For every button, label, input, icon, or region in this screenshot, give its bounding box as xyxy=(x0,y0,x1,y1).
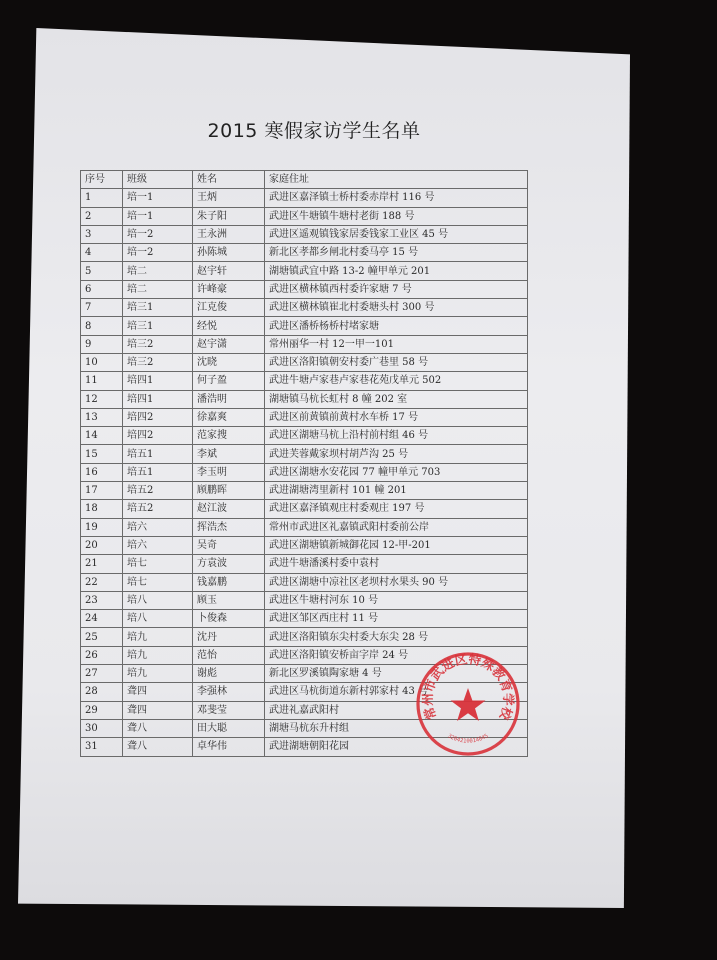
cell-name: 谢彪 xyxy=(193,665,265,683)
table-row xyxy=(81,573,528,591)
cell-class: 培六 xyxy=(123,536,193,554)
cell-name: 孙陈城 xyxy=(193,244,265,262)
cell-address: 常州市武进区礼嘉镇武阳村委前公岸 xyxy=(265,518,528,536)
table-row xyxy=(81,555,528,573)
table-row xyxy=(81,482,528,500)
cell-address: 武进区遥观镇钱家居委钱家工业区 45 号 xyxy=(265,225,528,243)
cell-index: 22 xyxy=(81,573,123,591)
header-class: 班级 xyxy=(123,171,193,189)
cell-index: 4 xyxy=(81,244,123,262)
cell-address: 武进区湖塘马杭上沿村前村组 46 号 xyxy=(265,427,528,445)
cell-name: 赵江波 xyxy=(193,500,265,518)
cell-index: 21 xyxy=(81,555,123,573)
cell-name: 卜俊森 xyxy=(193,610,265,628)
cell-class: 培八 xyxy=(123,610,193,628)
table-row xyxy=(81,628,528,646)
cell-class: 培三2 xyxy=(123,353,193,371)
cell-name: 王炳 xyxy=(193,189,265,207)
table-row xyxy=(81,225,528,243)
cell-class: 培一2 xyxy=(123,225,193,243)
cell-index: 9 xyxy=(81,335,123,353)
document-title: 2015 寒假家访学生名单 xyxy=(207,120,421,142)
cell-name: 李强林 xyxy=(193,683,265,701)
cell-index: 23 xyxy=(81,591,123,609)
cell-address: 武进湖塘湾里新村 101 幢 201 xyxy=(265,482,528,500)
cell-index: 3 xyxy=(81,225,123,243)
cell-class: 培九 xyxy=(123,646,193,664)
cell-class: 培九 xyxy=(123,628,193,646)
cell-name: 卓华伟 xyxy=(193,738,265,756)
cell-name: 顾玉 xyxy=(193,591,265,609)
seal-text: 常州市武进区特殊教育学校 xyxy=(419,651,517,722)
cell-address: 新北区罗溪镇陶家塘 4 号 xyxy=(265,665,528,683)
cell-class: 培三1 xyxy=(123,299,193,317)
cell-class: 培一2 xyxy=(123,244,193,262)
cell-address: 武进区牛塘村河东 10 号 xyxy=(265,591,528,609)
cell-index: 11 xyxy=(81,372,123,390)
cell-address: 武进区前黄镇前黄村水车桥 17 号 xyxy=(265,408,528,426)
cell-address: 武进区横林镇西村委许家塘 7 号 xyxy=(265,280,528,298)
cell-name: 顾鹏晖 xyxy=(193,482,265,500)
header-index: 序号 xyxy=(81,171,123,189)
cell-address: 武进区洛阳镇朝安村委广巷里 58 号 xyxy=(265,353,528,371)
cell-index: 2 xyxy=(81,207,123,225)
cell-name: 王永洲 xyxy=(193,225,265,243)
seal-code: 3204210014845 xyxy=(446,733,490,745)
cell-address: 新北区孝都乡闸北村委马亭 15 号 xyxy=(265,244,528,262)
table-row xyxy=(81,536,528,554)
table-row xyxy=(81,262,528,280)
cell-index: 31 xyxy=(81,738,123,756)
cell-class: 培七 xyxy=(123,573,193,591)
table-row xyxy=(81,372,528,390)
cell-name: 赵宇轩 xyxy=(193,262,265,280)
cell-index: 15 xyxy=(81,445,123,463)
cell-class: 培一1 xyxy=(123,207,193,225)
table-row xyxy=(81,353,528,371)
cell-address: 武进区湖塘镇新城御花园 12-甲-201 xyxy=(265,536,528,554)
cell-address: 湖塘马杭东升村组 xyxy=(265,719,528,737)
cell-name: 江克俊 xyxy=(193,299,265,317)
cell-index: 8 xyxy=(81,317,123,335)
seal-graphic xyxy=(414,650,522,758)
cell-index: 18 xyxy=(81,500,123,518)
cell-address: 武进区嘉泽镇观庄村委观庄 197 号 xyxy=(265,500,528,518)
table-header-row xyxy=(81,171,528,189)
cell-index: 19 xyxy=(81,518,123,536)
cell-index: 20 xyxy=(81,536,123,554)
table-row xyxy=(81,610,528,628)
cell-index: 10 xyxy=(81,353,123,371)
cell-name: 范怡 xyxy=(193,646,265,664)
cell-class: 培五2 xyxy=(123,500,193,518)
cell-class: 培四2 xyxy=(123,408,193,426)
cell-index: 6 xyxy=(81,280,123,298)
cell-address: 常州丽华一村 12一甲一101 xyxy=(265,335,528,353)
cell-index: 1 xyxy=(81,189,123,207)
cell-address: 武进牛塘潘溪村委中袁村 xyxy=(265,555,528,573)
cell-class: 培四1 xyxy=(123,372,193,390)
cell-name: 沈晓 xyxy=(193,353,265,371)
cell-index: 17 xyxy=(81,482,123,500)
cell-name: 赵宇潇 xyxy=(193,335,265,353)
cell-name: 何子盈 xyxy=(193,372,265,390)
cell-address: 武进区嘉泽镇士桥村委赤岸村 116 号 xyxy=(265,189,528,207)
cell-name: 李玉明 xyxy=(193,463,265,481)
school-seal xyxy=(414,650,522,758)
cell-class: 培四1 xyxy=(123,390,193,408)
cell-address: 武进牛塘卢家巷卢家巷花苑戊单元 502 xyxy=(265,372,528,390)
cell-name: 沈丹 xyxy=(193,628,265,646)
table-row xyxy=(81,408,528,426)
cell-address: 武进区潘桥杨桥村堵家塘 xyxy=(265,317,528,335)
cell-address: 武进区湖塘水安花园 77 幢甲单元 703 xyxy=(265,463,528,481)
cell-address: 武进区马杭街道东新村郭家村 43 号 xyxy=(265,683,528,701)
cell-address: 湖塘镇武宜中路 13-2 幢甲单元 201 xyxy=(265,262,528,280)
cell-index: 13 xyxy=(81,408,123,426)
cell-class: 培五2 xyxy=(123,482,193,500)
cell-name: 挥浩杰 xyxy=(193,518,265,536)
cell-index: 12 xyxy=(81,390,123,408)
cell-class: 培三2 xyxy=(123,335,193,353)
cell-address: 武进区牛塘镇牛塘村老街 188 号 xyxy=(265,207,528,225)
table-row xyxy=(81,390,528,408)
cell-index: 14 xyxy=(81,427,123,445)
cell-name: 范家搜 xyxy=(193,427,265,445)
cell-name: 田大聪 xyxy=(193,719,265,737)
cell-index: 29 xyxy=(81,701,123,719)
header-name: 姓名 xyxy=(193,171,265,189)
cell-address: 湖塘镇马杭长虹村 8 幢 202 室 xyxy=(265,390,528,408)
cell-class: 聋四 xyxy=(123,701,193,719)
table-row xyxy=(81,244,528,262)
cell-address: 武进区湖塘中凉社区老坝村水果头 90 号 xyxy=(265,573,528,591)
table-row xyxy=(81,335,528,353)
cell-class: 培五1 xyxy=(123,445,193,463)
cell-name: 邓斐莹 xyxy=(193,701,265,719)
table-row xyxy=(81,299,528,317)
table-row xyxy=(81,518,528,536)
cell-name: 吴奇 xyxy=(193,536,265,554)
cell-index: 16 xyxy=(81,463,123,481)
cell-class: 培六 xyxy=(123,518,193,536)
cell-index: 27 xyxy=(81,665,123,683)
table-row xyxy=(81,445,528,463)
cell-index: 24 xyxy=(81,610,123,628)
cell-name: 李斌 xyxy=(193,445,265,463)
cell-class: 培二 xyxy=(123,280,193,298)
cell-class: 培二 xyxy=(123,262,193,280)
cell-address: 武进湖塘朝阳花园 xyxy=(265,738,528,756)
table-row xyxy=(81,463,528,481)
cell-class: 培五1 xyxy=(123,463,193,481)
table-row xyxy=(81,591,528,609)
cell-class: 培一1 xyxy=(123,189,193,207)
cell-address: 武进礼嘉武阳村 xyxy=(265,701,528,719)
cell-name: 潘浩明 xyxy=(193,390,265,408)
cell-address: 武进区邹区西庄村 11 号 xyxy=(265,610,528,628)
cell-name: 许峰豪 xyxy=(193,280,265,298)
cell-class: 聋八 xyxy=(123,738,193,756)
cell-index: 25 xyxy=(81,628,123,646)
cell-name: 朱子阳 xyxy=(193,207,265,225)
cell-name: 经悦 xyxy=(193,317,265,335)
svg-text:3204210014845 xyxy=(447,733,490,744)
cell-address: 武进区洛阳镇安桥亩字岸 24 号 xyxy=(265,646,528,664)
cell-index: 28 xyxy=(81,683,123,701)
cell-index: 30 xyxy=(81,719,123,737)
table-row xyxy=(81,189,528,207)
header-address: 家庭住址 xyxy=(265,171,528,189)
cell-class: 培九 xyxy=(123,665,193,683)
table-row xyxy=(81,427,528,445)
cell-class: 聋八 xyxy=(123,719,193,737)
table-row xyxy=(81,317,528,335)
cell-address: 武进区横林镇崔北村委塘头村 300 号 xyxy=(265,299,528,317)
cell-name: 钱嘉鹏 xyxy=(193,573,265,591)
cell-class: 培四2 xyxy=(123,427,193,445)
star-icon xyxy=(451,688,486,721)
cell-class: 培八 xyxy=(123,591,193,609)
cell-class: 聋四 xyxy=(123,683,193,701)
cell-index: 26 xyxy=(81,646,123,664)
cell-index: 5 xyxy=(81,262,123,280)
table-row xyxy=(81,207,528,225)
table-row xyxy=(81,500,528,518)
cell-address: 武进芙蓉戴家坝村胡芦沟 25 号 xyxy=(265,445,528,463)
cell-address: 武进区洛阳镇东尖村委大东尖 28 号 xyxy=(265,628,528,646)
cell-index: 7 xyxy=(81,299,123,317)
cell-class: 培七 xyxy=(123,555,193,573)
cell-name: 徐嘉爽 xyxy=(193,408,265,426)
cell-class: 培三1 xyxy=(123,317,193,335)
table-row xyxy=(81,280,528,298)
cell-name: 方袁波 xyxy=(193,555,265,573)
